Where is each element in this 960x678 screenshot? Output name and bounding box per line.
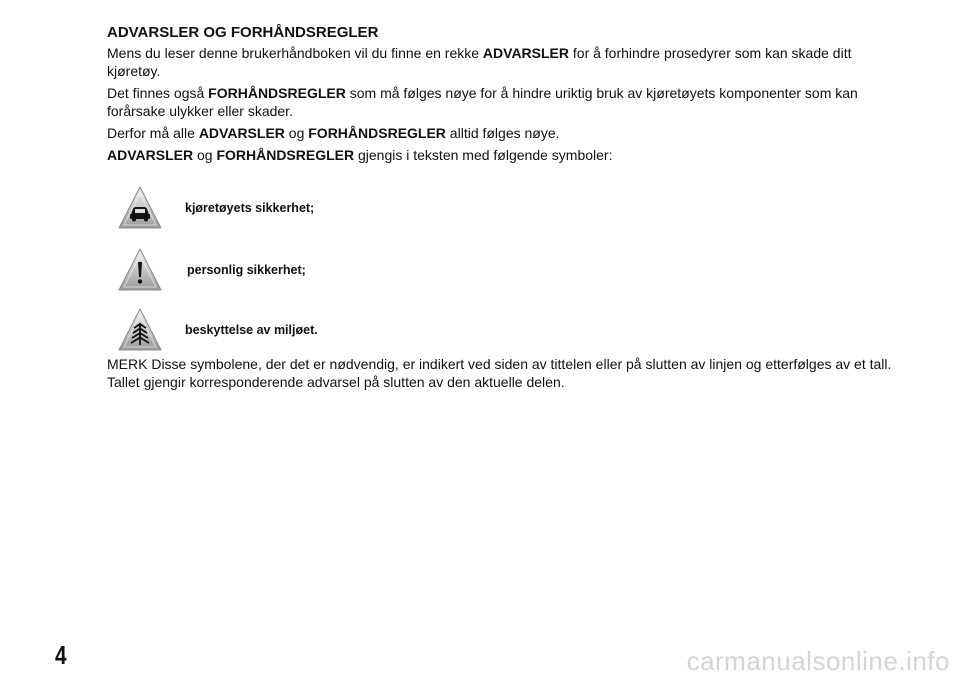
paragraph-text: Derfor må alle	[107, 125, 199, 141]
emphasis-term: FORHÅNDSREGLER	[216, 147, 355, 163]
paragraph-text: som må følges nøye for å hindre uriktig bruk av kjøretøyets komponenter som kan forårsake ulykker eller skader.	[107, 85, 858, 119]
symbol-label: beskyttelse av miljøet.	[185, 323, 318, 337]
page-number: 4	[55, 640, 67, 670]
body-paragraph	[107, 146, 907, 164]
body-paragraph	[107, 124, 907, 142]
body-paragraph	[107, 44, 907, 80]
emphasis-term: ADVARSLER	[107, 147, 194, 163]
body-paragraph	[107, 84, 907, 120]
intro-paragraphs	[107, 44, 907, 164]
exclamation-warning-icon	[116, 246, 164, 294]
paragraph-text: og	[284, 125, 309, 141]
tree-warning-icon	[116, 306, 164, 354]
symbol-item-environment	[116, 306, 516, 354]
paragraph-text: for å forhindre prosedyrer som kan skade ditt kjøretøy.	[107, 45, 852, 79]
symbol-label: personlig sikkerhet;	[187, 263, 306, 277]
section-heading: ADVARSLER OG FORHÅNDSREGLER	[107, 24, 379, 41]
emphasis-term: FORHÅNDSREGLER	[308, 125, 446, 141]
paragraph-text: Mens du leser denne brukerhåndboken vil du finne en rekke	[107, 45, 483, 61]
emphasis-term: ADVARSLER	[198, 125, 285, 141]
symbol-item-personal-safety	[116, 246, 516, 294]
watermark: carmanualsonline.info	[686, 646, 950, 676]
symbol-label: kjøretøyets sikkerhet;	[185, 201, 315, 215]
paragraph-text: alltid følges nøye.	[445, 125, 560, 141]
content-block	[107, 24, 907, 168]
paragraph-text: og	[193, 147, 217, 163]
emphasis-term: ADVARSLER	[482, 45, 569, 61]
note-paragraph: MERK Disse symbolene, der det er nødvendig, er indikert ved siden av tittelen eller på slutten av linjen og etterfølges av et tall. Tallet gjengir korresponderende advarsel på slutten av den aktuelle delen.	[107, 356, 892, 390]
paragraph-text: Det finnes også	[107, 85, 209, 101]
emphasis-term: FORHÅNDSREGLER	[208, 85, 346, 101]
car-warning-icon	[116, 184, 164, 232]
paragraph-text: gjengis i teksten med følgende symboler:	[354, 147, 613, 163]
symbol-item-vehicle-safety	[116, 184, 516, 232]
